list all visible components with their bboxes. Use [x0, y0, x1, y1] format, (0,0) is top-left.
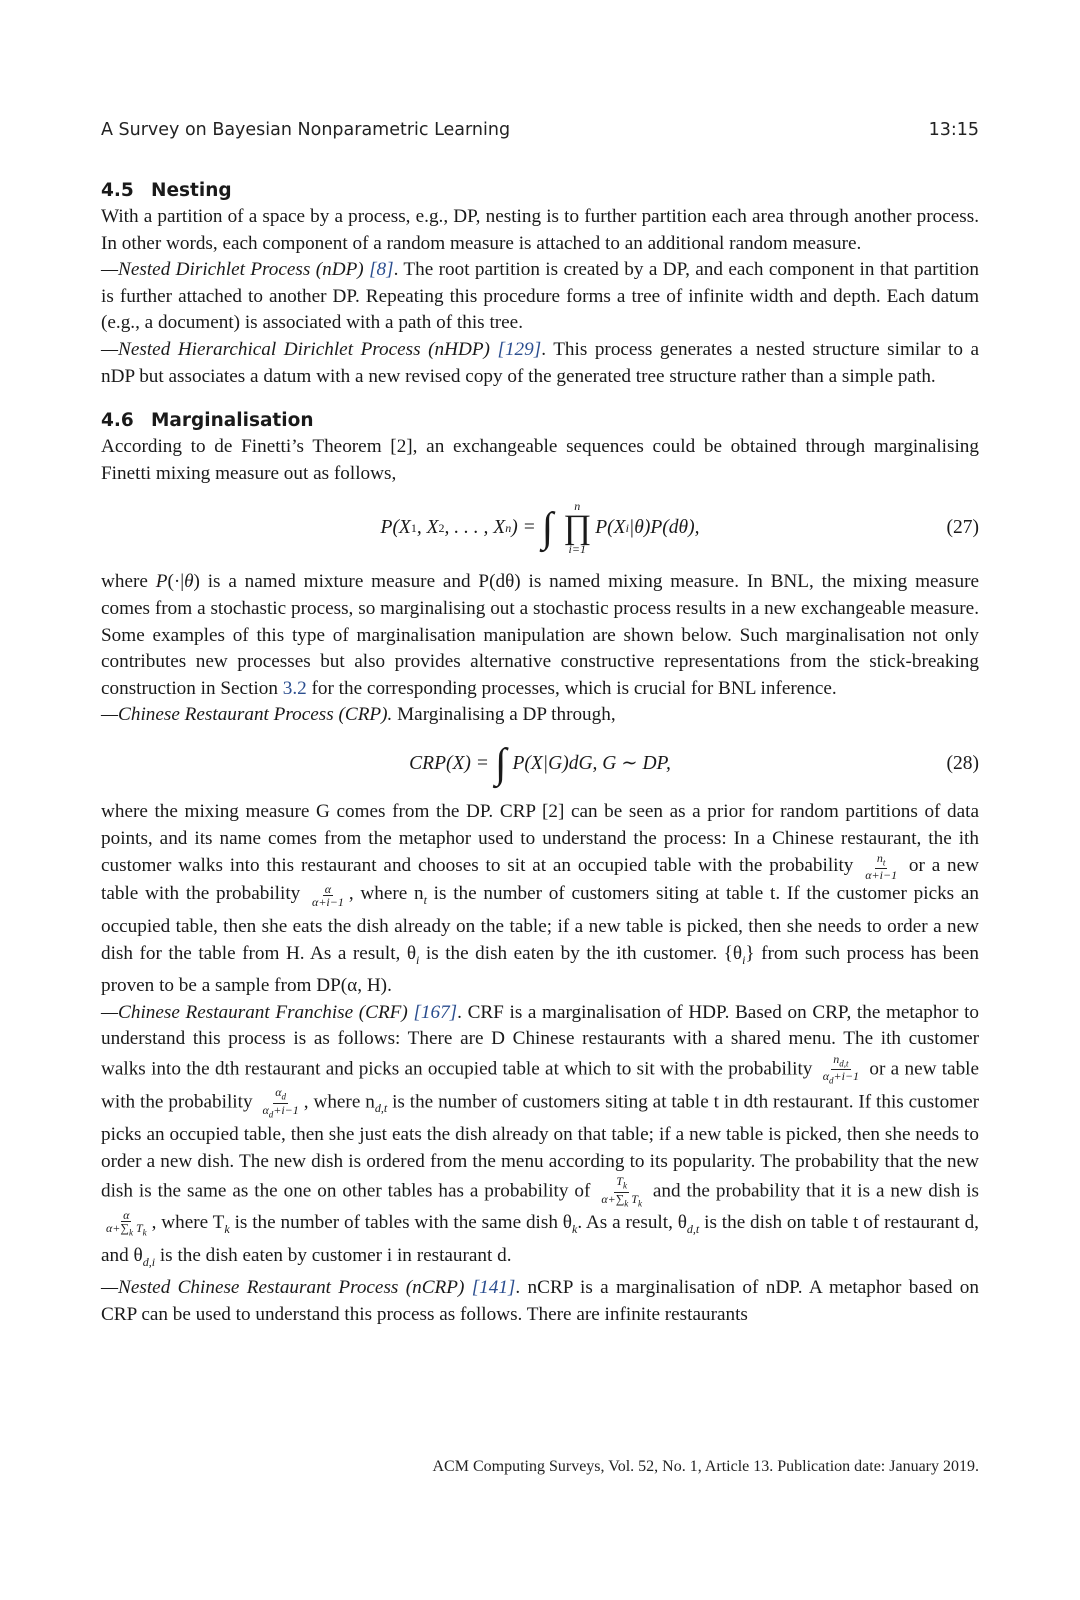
citation-link[interactable]: [8]	[369, 259, 394, 281]
paragraph-nhdp: —Nested Hierarchical Dirichlet Process (nHDP) [129]. This process generates a nested structure similar to a nDP but associates a datum with a new revised copy of the generated tree structure rather than a simple path.	[101, 338, 979, 387]
paragraph-marginalisation-intro: According to de Finetti’s Theorem [2], an exchangeable sequences could be obtained through marginalising Finetti mixing measure out as follows,	[101, 436, 979, 484]
paragraph-crp: where the mixing measure G comes from the DP. CRP [2] can be seen as a prior for random partitions of data points, and its name comes from the metaphor used to understand the process: In a Chinese restaurant, the ith customer walks into this restaurant and chooses to sit at an occupied table with the probability $\frac{n_t}{\alpha+i-1}$ or a new table with the probability $\frac{\alpha}{\alpha+i-1}$ , where $n_t$ is the number of customers siting at table t. If the customer picks an occupied table, then she eats the dish already on the table; if a new table is picked, then she needs to order a new dish for the table from H. As a result, $\theta_i$ is the dish eaten by the ith customer. $\{\theta_i\}$ from such process has been proven to be a sample from DP(α, H).	[101, 800, 980, 996]
paragraph-ndp: —Nested Dirichlet Process (nDP) [8]. The root partition is created by a DP, and each component in that partition is further attached to another DP. Repeating this procedure forms a tree of infinite width and depth. Each datum (e.g., a document) is associated with a path of this tree.	[101, 259, 979, 334]
paragraph-mixture-measure: where P(·|θ) is a named mixture measure and P(dθ) is named mixing measure. In BNL, the mixing measure comes from a stochastic process, so marginalising out a stochastic process results in a new exchangeable measure. Some examples of this type of marginalisation manipulation are shown below. Such marginalisation not only contributes new processes but also provides alternative constructive representations from the stick-breaking construction in Section 3.2 for the corresponding processes, which is crucial for BNL inference.	[101, 571, 980, 699]
section-heading-4-6: 4.6 Marginalisation	[101, 410, 314, 432]
citation-link[interactable]: [129]	[497, 338, 542, 360]
page-number: 13:15	[928, 120, 979, 140]
equation-27: P(X 1 , X 2 , . . . , X n ) = ∫ n ∏ i=1 P(X i |θ)P(dθ), (27)	[380, 499, 979, 557]
equation-28: CRP(X) = ∫ P(X|G)dG, G ∼ DP, (28)	[409, 740, 979, 787]
journal-footer: ACM Computing Surveys, Vol. 52, No. 1, Article 13. Publication date: January 2019.	[432, 1458, 979, 1475]
paragraph-nesting-intro: With a partition of a space by a process, e.g., DP, nesting is to further partition each area through another process. In other words, each component of a random measure is attached to an additional random measure.	[101, 206, 979, 254]
running-title: A Survey on Bayesian Nonparametric Learning	[101, 120, 511, 140]
body-text	[101, 178, 979, 1328]
paragraph-ncrp: —Nested Chinese Restaurant Process (nCRP) [141]. nCRP is a marginalisation of nDP. A metaphor based on CRP can be used to understand this process as follows. There are infinite restaurants	[101, 1277, 979, 1325]
citation-link[interactable]: [141]	[471, 1277, 516, 1299]
equation-number: (28)	[946, 752, 979, 774]
citation-link[interactable]: [167]	[413, 1001, 458, 1023]
section-heading-4-5: 4.5 Nesting	[101, 180, 232, 201]
paragraph-crp-lead: —Chinese Restaurant Process (CRP). Marginalising a DP through,	[101, 704, 616, 726]
equation-number: (27)	[946, 517, 979, 539]
section-link[interactable]: 3.2	[282, 677, 307, 699]
paragraph-crf: —Chinese Restaurant Franchise (CRF) [167]. CRF is a marginalisation of HDP. Based on CRP, the metaphor to understand this process is as follows: There are D Chinese restaurants with a shared menu. The ith customer walks into the dth restaurant and picks an occupied table at which to sit with the probability $\frac{n_{d,t}}{\alpha_d+i-1}$ or a new table with the probability $\frac{\alpha_d}{\alpha_d+i-1}$ , where $n_{d,t}$ is the number of customers siting at table t in dth restaurant. If this customer picks an occupied table, then she just eats the dish already on that table; if a new table is picked, then she needs to order a new dish. The new dish is ordered from the menu according to its popularity. The probability that the new dish is the same as the one on other tables has a probability of $\frac{T_k}{\alpha+\sum_k T_k}$ and the probability that it is a new dish is $\frac{\alpha}{\alpha+\sum_k T_k}$ , where $T_k$ is the number of tables with the same dish $\theta_k$. As a result, $\theta_{d,t}$ is the dish on table t of restaurant d, and $\theta_{d,i}$ is the dish eaten by customer i in restaurant d.	[101, 1001, 980, 1269]
running-head	[101, 120, 979, 140]
